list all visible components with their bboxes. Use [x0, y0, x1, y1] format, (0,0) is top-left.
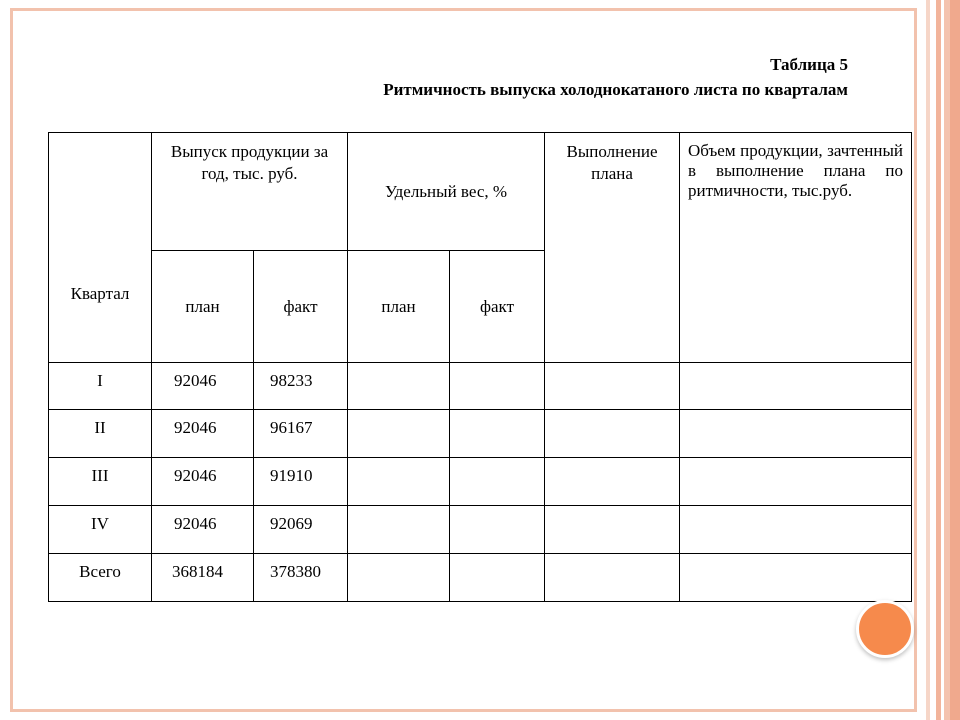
cell-quarter: IV: [49, 506, 152, 554]
table-row: [49, 363, 912, 410]
table-caption: [383, 52, 848, 102]
cell-empty: [450, 410, 545, 458]
cell-empty: [680, 506, 912, 554]
cell-plan: 92046: [152, 506, 254, 554]
header-share: Удельный вес, %: [348, 133, 545, 251]
cell-fact: 98233: [254, 363, 348, 410]
header-row-1: [49, 133, 912, 251]
cell-empty: [680, 458, 912, 506]
cell-fact: 92069: [254, 506, 348, 554]
table-number: Таблица 5: [770, 55, 848, 74]
header-plan-fulfillment: Выполнение плана: [545, 133, 680, 363]
cell-empty: [348, 410, 450, 458]
cell-empty: [545, 506, 680, 554]
cell-plan: 92046: [152, 458, 254, 506]
decorative-stripes: [926, 0, 960, 720]
cell-empty: [348, 506, 450, 554]
cell-empty: [680, 363, 912, 410]
stripe: [950, 0, 960, 720]
header-quarter: Квартал: [49, 133, 152, 363]
cell-empty: [450, 363, 545, 410]
cell-plan-total: 368184: [152, 554, 254, 602]
cell-fact: 96167: [254, 410, 348, 458]
cell-empty: [450, 506, 545, 554]
orange-circle-decoration: [856, 600, 914, 658]
cell-fact: 91910: [254, 458, 348, 506]
cell-empty: [680, 554, 912, 602]
table-row: [49, 410, 912, 458]
header-plan: план: [152, 251, 254, 363]
header-fact-share: факт: [450, 251, 545, 363]
cell-empty: [348, 458, 450, 506]
header-output: Выпуск продукции за год, тыс. руб.: [152, 133, 348, 251]
rhythm-table: [48, 132, 912, 602]
table-row: [49, 506, 912, 554]
cell-empty: [545, 363, 680, 410]
cell-plan: 92046: [152, 410, 254, 458]
table-row: [49, 458, 912, 506]
cell-quarter: II: [49, 410, 152, 458]
cell-empty: [545, 458, 680, 506]
table-row-total: [49, 554, 912, 602]
header-fact: факт: [254, 251, 348, 363]
header-volume-counted: Объем продукции, зачтенный в выполнение плана по ритмичности, тыс.руб.: [680, 133, 912, 363]
cell-fact-total: 378380: [254, 554, 348, 602]
cell-plan: 92046: [152, 363, 254, 410]
cell-empty: [348, 363, 450, 410]
cell-quarter: I: [49, 363, 152, 410]
header-plan-share: план: [348, 251, 450, 363]
table-title: Ритмичность выпуска холоднокатаного листа по кварталам: [383, 80, 848, 99]
cell-empty: [545, 410, 680, 458]
cell-empty: [348, 554, 450, 602]
cell-empty: [450, 458, 545, 506]
cell-empty: [680, 410, 912, 458]
cell-empty: [450, 554, 545, 602]
cell-quarter-total: Всего: [49, 554, 152, 602]
cell-quarter: III: [49, 458, 152, 506]
cell-empty: [545, 554, 680, 602]
